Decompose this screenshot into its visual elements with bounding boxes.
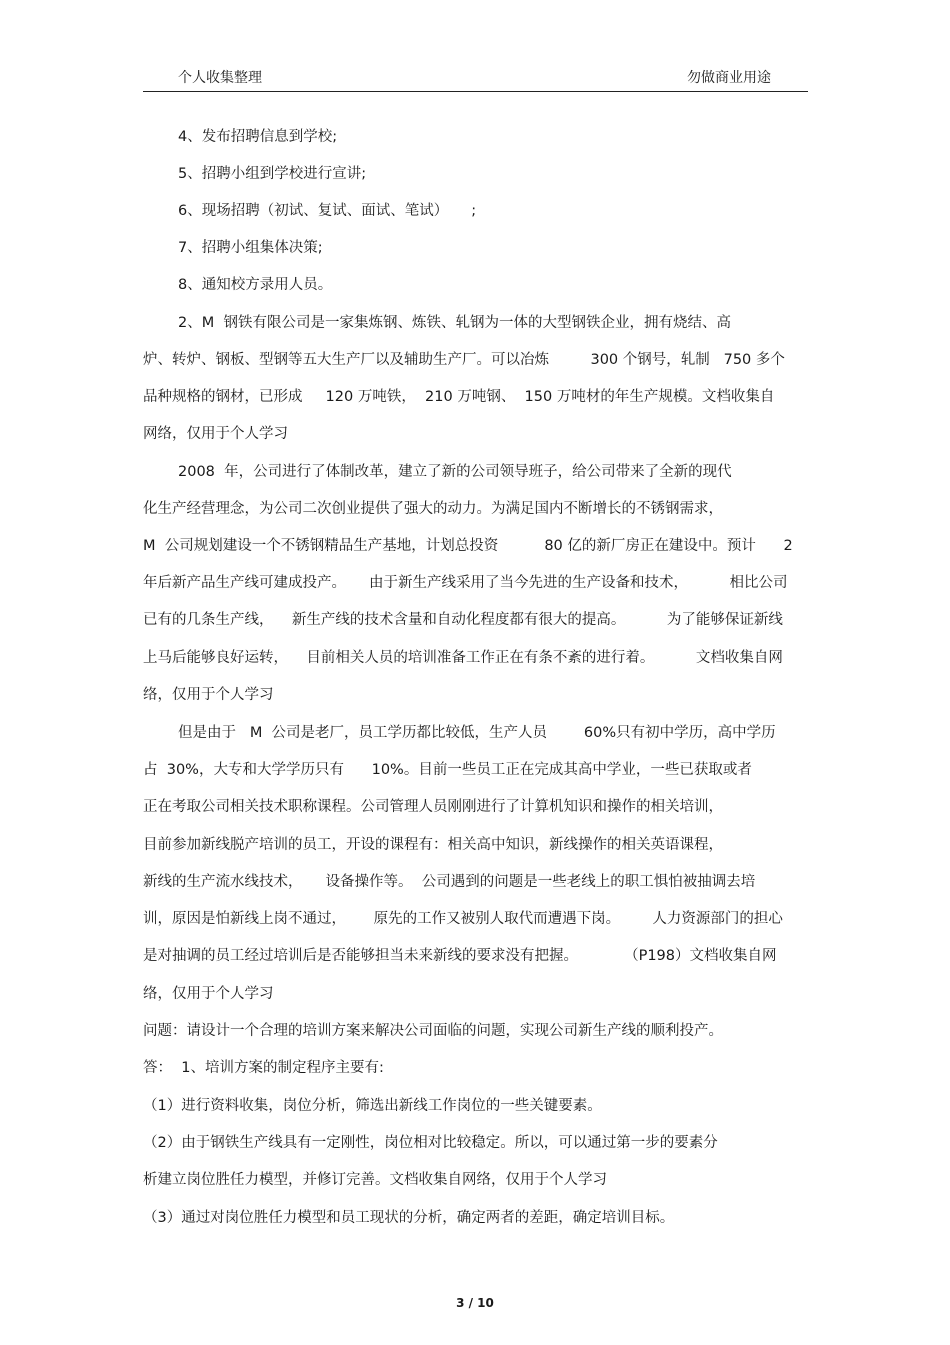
list-item-4: 4、发布招聘信息到学校; (178, 129, 338, 145)
paragraph-line: 新线的生产流水线技术， 设备操作等。 公司遇到的问题是一些老线上的职工惧怕被抽调去培 (143, 874, 756, 890)
header-right-text: 勿做商业用途 (687, 70, 771, 86)
paragraph-line: 是对抽调的员工经过培训后是否能够担当未来新线的要求没有把握。 （P198）文档收集自网 (143, 948, 777, 964)
paragraph-line: M 公司规划建设一个不锈钢精品生产基地，计划总投资 80 亿的新厂房正在建设中。预计 2 (143, 538, 793, 554)
paragraph-line: 目前参加新线脱产培训的员工，开设的课程有：相关高中知识，新线操作的相关英语课程， (143, 837, 723, 853)
paragraph-line: 2008 年，公司进行了体制改革，建立了新的公司领导班子，给公司带来了全新的现代 (178, 464, 732, 480)
paragraph-line: 训，原因是怕新线上岗不通过， 原先的工作又被别人取代而遭遇下岗。 人力资源部门的担心 (143, 911, 783, 927)
question-line: 问题：请设计一个合理的培训方案来解决公司面临的问题，实现公司新生产线的顺利投产。 (143, 1023, 723, 1039)
header-divider (143, 91, 808, 92)
paragraph-line: 已有的几条生产线， 新生产线的技术含量和自动化程度都有很大的提高。 为了能够保证新线 (143, 612, 783, 628)
answer-step-1: （1）进行资料收集，岗位分析，筛选出新线工作岗位的一些关键要素。 (143, 1098, 602, 1114)
list-item-5: 5、招聘小组到学校进行宣讲; (178, 166, 367, 182)
header-left-text: 个人收集整理 (178, 70, 262, 86)
paragraph-line: 络，仅用于个人学习 (143, 687, 274, 703)
answer-line: 答： 1、培训方案的制定程序主要有: (143, 1060, 384, 1076)
paragraph-line: 络，仅用于个人学习 (143, 986, 274, 1002)
paragraph-line: 2、M 钢铁有限公司是一家集炼钢、炼铁、轧钢为一体的大型钢铁企业，拥有烧结、高 (178, 315, 731, 331)
page-number: 3 / 10 (456, 1296, 494, 1310)
list-item-8: 8、通知校方录用人员。 (178, 277, 333, 293)
paragraph-line: 炉、转炉、钢板、型钢等五大生产厂以及辅助生产厂。可以冶炼 300 个钢号，轧制 750 多个 (143, 352, 785, 368)
paragraph-line: 品种规格的钢材，已形成 120 万吨铁， 210 万吨钢、 150 万吨材的年生产规模。文档收集自 (143, 389, 775, 405)
paragraph-line: 化生产经营理念，为公司二次创业提供了强大的动力。为满足国内不断增长的不锈钢需求， (143, 501, 723, 517)
paragraph-line: 但是由于 M 公司是老厂，员工学历都比较低，生产人员 60%只有初中学历，高中学历 (178, 725, 776, 741)
list-item-6: 6、现场招聘（初试、复试、面试、笔试） ; (178, 203, 477, 219)
answer-step-2: （2）由于钢铁生产线具有一定刚性，岗位相对比较稳定。所以，可以通过第一步的要素分 (143, 1135, 718, 1151)
answer-step-3: （3）通过对岗位胜任力模型和员工现状的分析，确定两者的差距，确定培训目标。 (143, 1210, 675, 1226)
paragraph-line: 析建立岗位胜任力模型，并修订完善。文档收集自网络，仅用于个人学习 (143, 1172, 607, 1188)
paragraph-line: 正在考取公司相关技术职称课程。公司管理人员刚刚进行了计算机知识和操作的相关培训， (143, 799, 723, 815)
list-item-7: 7、招聘小组集体决策; (178, 240, 323, 256)
paragraph-line: 占 30%，大专和大学学历只有 10%。目前一些员工正在完成其高中学业，一些已获取或者 (143, 762, 752, 778)
paragraph-line: 年后新产品生产线可建成投产。 由于新生产线采用了当今先进的生产设备和技术， 相比公司 (143, 575, 788, 591)
paragraph-line: 网络，仅用于个人学习 (143, 426, 288, 442)
paragraph-line: 上马后能够良好运转， 目前相关人员的培训准备工作正在有条不紊的进行着。 文档收集自网 (143, 650, 783, 666)
